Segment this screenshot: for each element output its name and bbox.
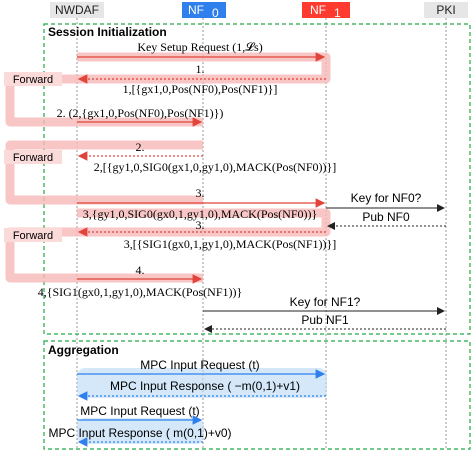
msg-3b-num: 3. [195,218,205,232]
agg-response-2-label: MPC Input Response ( m(0,1)+v0) [48,426,232,440]
participant-nf0 [182,2,226,20]
aggregation-title: Aggregation [48,343,119,357]
msg-pub-nf0-label: Pub NF0 [362,210,410,224]
agg-request-1-label: MPC Input Request (t) [140,358,260,372]
svg-text:Forward: Forward [12,152,54,164]
msg-1-num: 1. [195,62,205,76]
participant-pki [424,2,468,18]
msg-3b-body: 3,[{SIG1(gx0,1,gy1,0),MACK(Pos(NF1))}] [123,237,337,251]
svg-text:NF: NF [188,3,204,17]
msg-2b-body: 2,[{gy1,0,SIG0(gx1,0,gy1,0),MACK(Pos(NF0))}] [93,160,337,174]
svg-text:PKI: PKI [436,3,456,17]
msg-4-num: 4. [135,263,145,277]
svg-text:NF: NF [310,3,326,17]
svg-text:0: 0 [212,6,219,20]
svg-text:Forward: Forward [12,230,54,242]
forward-label-3 [4,228,62,242]
forward-label-1 [4,72,62,86]
svg-text:1: 1 [334,6,341,20]
agg-response-1-label: MPC Input Response ( −m(0,1)+v1) [109,379,301,393]
msg-key-setup-label: Key Setup Request (1,𝓛s) [137,40,263,54]
msg-key-nf1-label: Key for NF1? [289,295,361,309]
msg-2b-num: 2. [135,140,145,154]
session-init-title: Session Initialization [48,25,167,39]
svg-text:NWDAF: NWDAF [55,3,99,17]
svg-text:Forward: Forward [12,74,54,86]
msg-key-nf0-label: Key for NF0? [350,191,422,205]
participant-nf1 [302,2,350,20]
msg-1-body: 1,[{gx1,0,Pos(NF0),Pos(NF1)}] [122,82,278,96]
msg-2-label: 2. (2,{gx1,0,Pos(NF0),Pos(NF1)}) [56,106,224,120]
msg-4-body: 4,{SIG1(gx0,1,gy1,0),MACK(Pos(NF1))} [37,285,243,299]
agg-request-2-label: MPC Input Request (t) [80,404,200,418]
forward-label-2 [4,150,62,164]
msg-3-body: 3,{gy1,0,SIG0(gx0,1,gy1,0),MACK(Pos(NF0))} [82,207,318,221]
msg-pub-nf1-label: Pub NF1 [301,313,349,327]
msg-3-num: 3. [195,186,205,200]
participant-nwdaf [50,2,104,18]
